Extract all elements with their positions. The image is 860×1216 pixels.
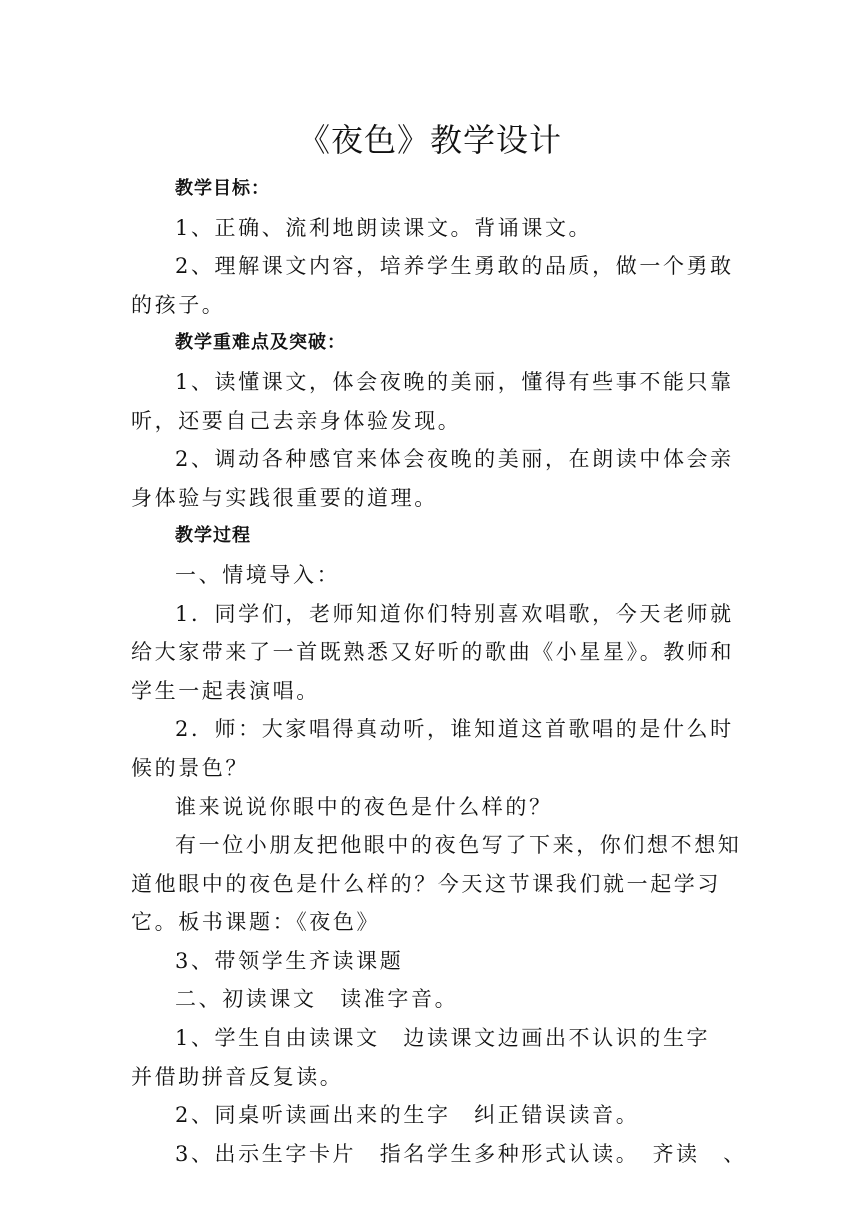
paragraph-line: 一、情境导入：	[175, 562, 341, 587]
section-heading-key-points: 教学重难点及突破：	[175, 332, 346, 354]
paragraph-line: 2．师：大家唱得真动听，谁知道这首歌唱的是什么时	[175, 717, 734, 742]
section-heading-objectives: 教学目标：	[175, 178, 270, 199]
paragraph-line: 1、读懂课文，体会夜晚的美丽，懂得有些事不能只靠	[175, 369, 734, 394]
paragraph-line: 1、正确、流利地朗读课文。背诵课文。	[175, 215, 593, 240]
paragraph-line: 道他眼中的夜色是什么样的？今天这节课我们就一起学习	[131, 871, 721, 896]
paragraph-line: 谁来说说你眼中的夜色是什么样的？	[175, 794, 553, 819]
paragraph-line: 学生一起表演唱。	[131, 678, 320, 703]
document-body	[131, 170, 747, 1173]
paragraph-line: 有一位小朋友把他眼中的夜色写了下来，你们想不想知	[175, 833, 742, 858]
paragraph-line: 的孩子。	[131, 292, 226, 317]
paragraph-line: 二、初读课文 读准字音。	[175, 987, 459, 1012]
paragraph-line: 它。板书课题：《夜色》	[131, 910, 381, 935]
paragraph-line: 2、调动各种感官来体会夜晚的美丽，在朗读中体会亲	[175, 447, 734, 472]
paragraph-line: 2、同桌听读画出来的生字 纠正错误读音。	[175, 1103, 640, 1128]
section-heading-process: 教学过程	[175, 525, 251, 547]
paragraph-line: 听，还要自己去亲身体验发现。	[131, 408, 462, 433]
paragraph-line: 3、出示生字卡片 指名学生多种形式认读。 齐读 、	[175, 1141, 747, 1166]
document-title: 《夜色》教学设计	[297, 121, 562, 159]
paragraph-line: 3、带领学生齐读课题	[175, 948, 404, 973]
paragraph-line: 候的景色？	[131, 755, 249, 780]
paragraph-line: 给大家带来了一首既熟悉又好听的歌曲《小星星》。教师和	[131, 640, 735, 665]
paragraph-line: 并借助拼音反复读。	[131, 1064, 344, 1089]
paragraph-line: 1、学生自由读课文 边读课文边画出不认识的生字	[175, 1026, 711, 1051]
paragraph-line: 身体验与实践很重要的道理。	[131, 485, 438, 510]
paragraph-line: 1．同学们，老师知道你们特别喜欢唱歌，今天老师就	[175, 601, 734, 626]
paragraph-line: 2、理解课文内容，培养学生勇敢的品质，做一个勇敢	[175, 254, 734, 279]
